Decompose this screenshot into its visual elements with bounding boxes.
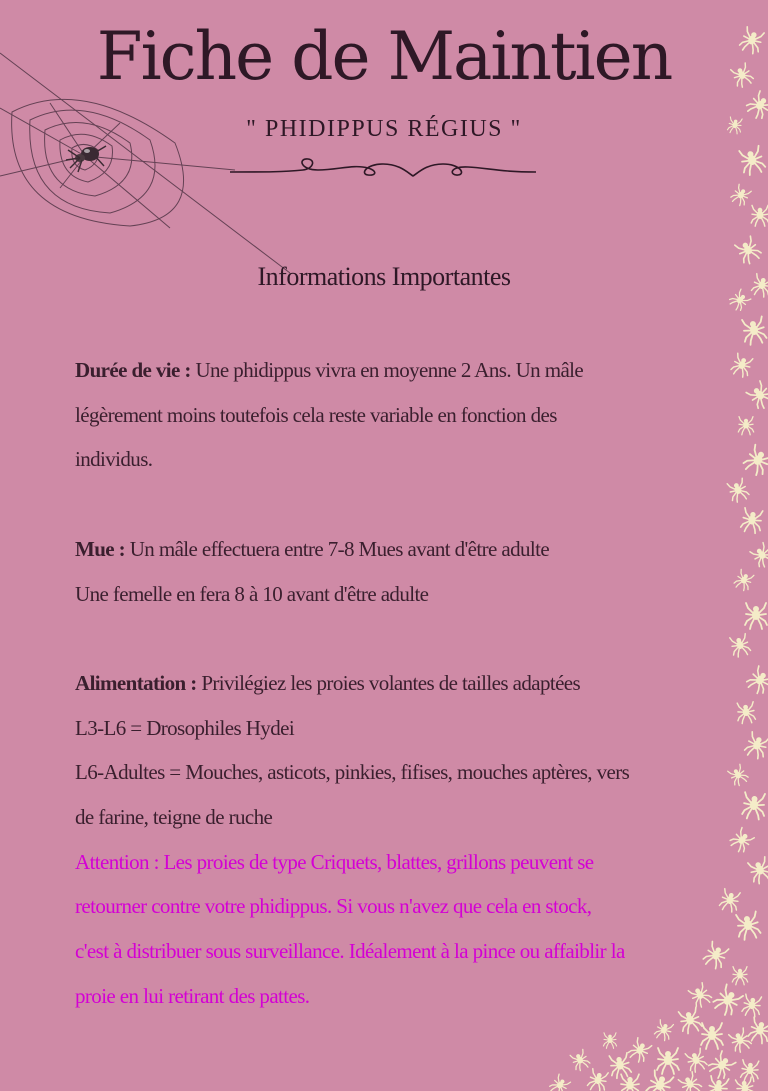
- spider-decor-icon: [587, 1068, 609, 1091]
- spider-decor-icon: [741, 444, 768, 478]
- molt-line-1: Mue : Un mâle effectuera entre 7-8 Mues avant d'être adulte: [75, 536, 550, 561]
- spider-decor-icon: [678, 1007, 703, 1035]
- molt-line-2: Une femelle en fera 8 à 10 avant d'être adulte: [75, 581, 429, 606]
- spider-decor-icon: [653, 1019, 674, 1041]
- spider-decor-icon: [740, 1060, 759, 1082]
- spider-decor-icon: [719, 888, 741, 913]
- spider-decor-icon: [738, 26, 765, 55]
- spider-decor-icon: [730, 353, 754, 379]
- food-line-1: Alimentation : Privilégiez les proies volantes de tailles adaptées: [75, 670, 581, 695]
- spider-decor-icon: [645, 1070, 675, 1091]
- spider-decor-icon: [734, 236, 763, 266]
- spider-decor-icon: [603, 1033, 616, 1049]
- spider-decor-icon: [751, 273, 768, 298]
- spider-decor-icon: [744, 90, 768, 121]
- spider-decor-icon: [701, 1023, 723, 1049]
- spider-decor-icon: [729, 184, 751, 207]
- spider-decor-icon: [749, 542, 768, 569]
- spider-decor-icon: [728, 289, 752, 313]
- spider-decor-icon: [743, 731, 768, 760]
- warning-line-1: Attention : Les proies de type Criquets, blattes, grillons peuvent se: [75, 849, 594, 874]
- species-subtitle: " PHIDIPPUS RÉGIUS ": [246, 116, 522, 142]
- spider-decor-icon: [741, 316, 767, 345]
- food-line-2: L3-L6 = Drosophiles Hydei: [75, 715, 295, 740]
- lifespan-line-1: Durée de vie : Une phidippus vivra en moyenne 2 Ans. Un mâle: [75, 358, 584, 382]
- lifespan-label: Durée de vie :: [75, 358, 191, 382]
- spider-decor-icon: [678, 1071, 704, 1091]
- spider-decor-icon: [702, 941, 730, 971]
- lifespan-line-3: individus.: [75, 447, 153, 472]
- spider-decor-icon: [728, 1028, 753, 1054]
- spider-decor-icon: [742, 792, 766, 820]
- section-heading: Informations Importantes: [257, 262, 511, 291]
- spider-decor-icon: [730, 63, 755, 89]
- warning-line-2: retourner contre votre phidippus. Si vous n'avez que cela en stock,: [75, 894, 592, 919]
- spider-decor-icon: [657, 1048, 679, 1074]
- spider-decor-icon: [747, 856, 768, 885]
- warning-line-3: c'est à distribuer sous surveillance. Idéalement à la pince ou affaiblir la: [75, 939, 625, 964]
- spider-decor-icon: [726, 478, 750, 504]
- spider-decor-icon: [751, 205, 768, 226]
- spider-decor-icon: [738, 417, 753, 435]
- spider-decor-icon: [729, 633, 751, 658]
- spider-decor-icon: [627, 1037, 653, 1064]
- spider-decor-icon: [688, 982, 714, 1009]
- spider-decor-icon: [745, 603, 767, 629]
- spider-decor-icon: [733, 569, 755, 592]
- food-line-3: L6-Adultes = Mouches, asticots, pinkies, fifises, mouches aptères, vers: [75, 760, 630, 785]
- spider-decor-icon: [684, 1048, 708, 1074]
- spider-decor-icon: [732, 967, 747, 985]
- spider-decor-icon: [548, 1074, 571, 1091]
- molt-label: Mue :: [75, 536, 126, 561]
- page-title: Fiche de Maintien: [96, 18, 672, 95]
- spider-decor-icon: [569, 1049, 591, 1072]
- spider-decor-icon: [620, 1074, 640, 1091]
- spider-decor-icon: [738, 146, 766, 177]
- food-line-4: de farine, teigne de ruche: [75, 805, 273, 829]
- spider-decor-icon: [736, 702, 755, 724]
- spider-decor-icon: [727, 764, 749, 787]
- spider-decor-icon: [711, 984, 744, 1018]
- spider-decor-icon: [741, 994, 762, 1018]
- lifespan-line-2: légèrement moins toutefois cela reste variable en fonction des: [75, 402, 557, 427]
- spider-decor-icon: [740, 508, 764, 534]
- spider-decor-icon: [735, 911, 761, 940]
- spider-decor-icon: [728, 827, 755, 854]
- spider-decor-icon: [747, 1017, 768, 1045]
- warning-line-4: proie en lui retirant des pattes.: [75, 983, 310, 1008]
- spider-decor-icon: [608, 1053, 632, 1079]
- spider-decor-icon: [727, 117, 743, 135]
- spider-decor-icon: [745, 665, 768, 696]
- food-label: Alimentation :: [75, 670, 197, 695]
- spider-decor-icon: [745, 380, 768, 411]
